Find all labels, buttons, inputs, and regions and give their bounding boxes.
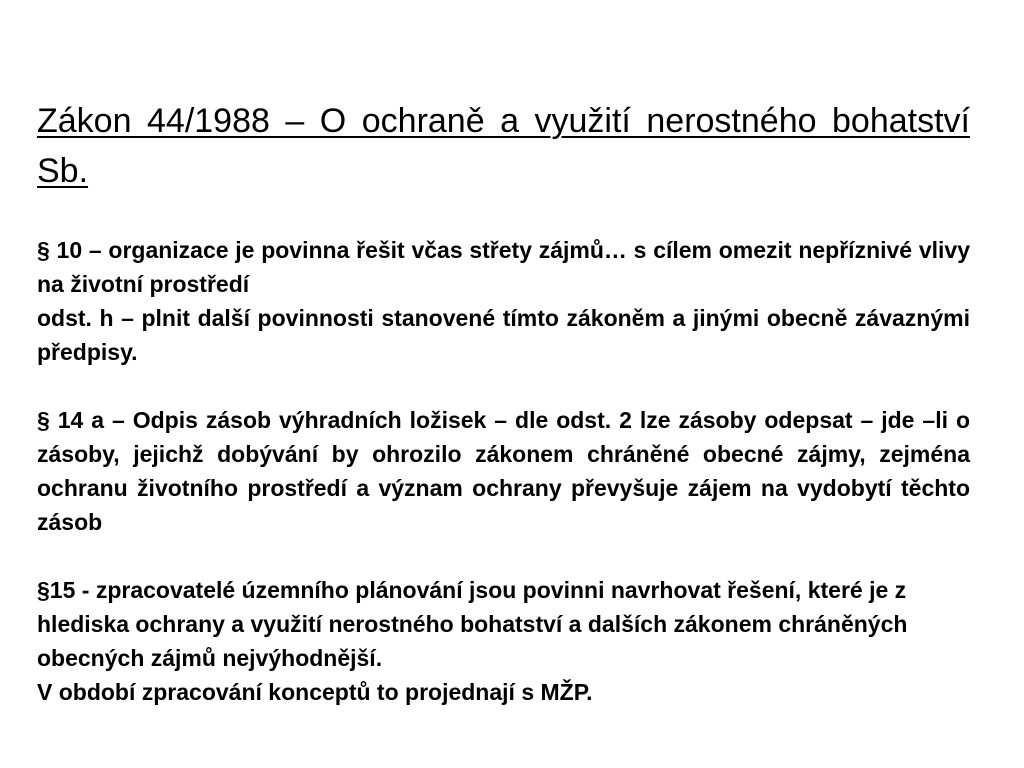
slide-content [37, 96, 970, 709]
spacer [37, 539, 970, 573]
section-10-odst-h-paragraph: odst. h – plnit další povinnosti stanovené tímto zákoněm a jinými obecně závaznými předpisy. [37, 305, 970, 365]
slide-title: Zákon 44/1988 – O ochraně a využití nerostného bohatství Sb. [37, 102, 970, 190]
section-15-paragraph: §15 - zpracovatelé územního plánování jsou povinni navrhovat řešení, které je z hlediska ochrany a využití nerostného bohatství a dalších zákonem chráněných obecných zájmů nejvýhodnější. [37, 577, 908, 671]
section-10-paragraph: § 10 – organizace je povinna řešit včas střety zájmů… s cílem omezit nepříznivé vlivy na životní prostředí [37, 237, 970, 297]
spacer [37, 369, 970, 403]
section-14a-paragraph: § 14 a – Odpis zásob výhradních ložisek – dle odst. 2 lze zásoby odepsat – jde –li o zásoby, jejichž dobývání by ohrozilo zákonem chráněné obecné zájmy, zejména ochranu životního prostředí a význam ochrany převyšuje zájem na vydobytí těchto zásob [37, 407, 970, 535]
spacer [37, 196, 970, 233]
section-15-mzp-paragraph: V období zpracování konceptů to projednají s MŽP. [37, 679, 593, 705]
